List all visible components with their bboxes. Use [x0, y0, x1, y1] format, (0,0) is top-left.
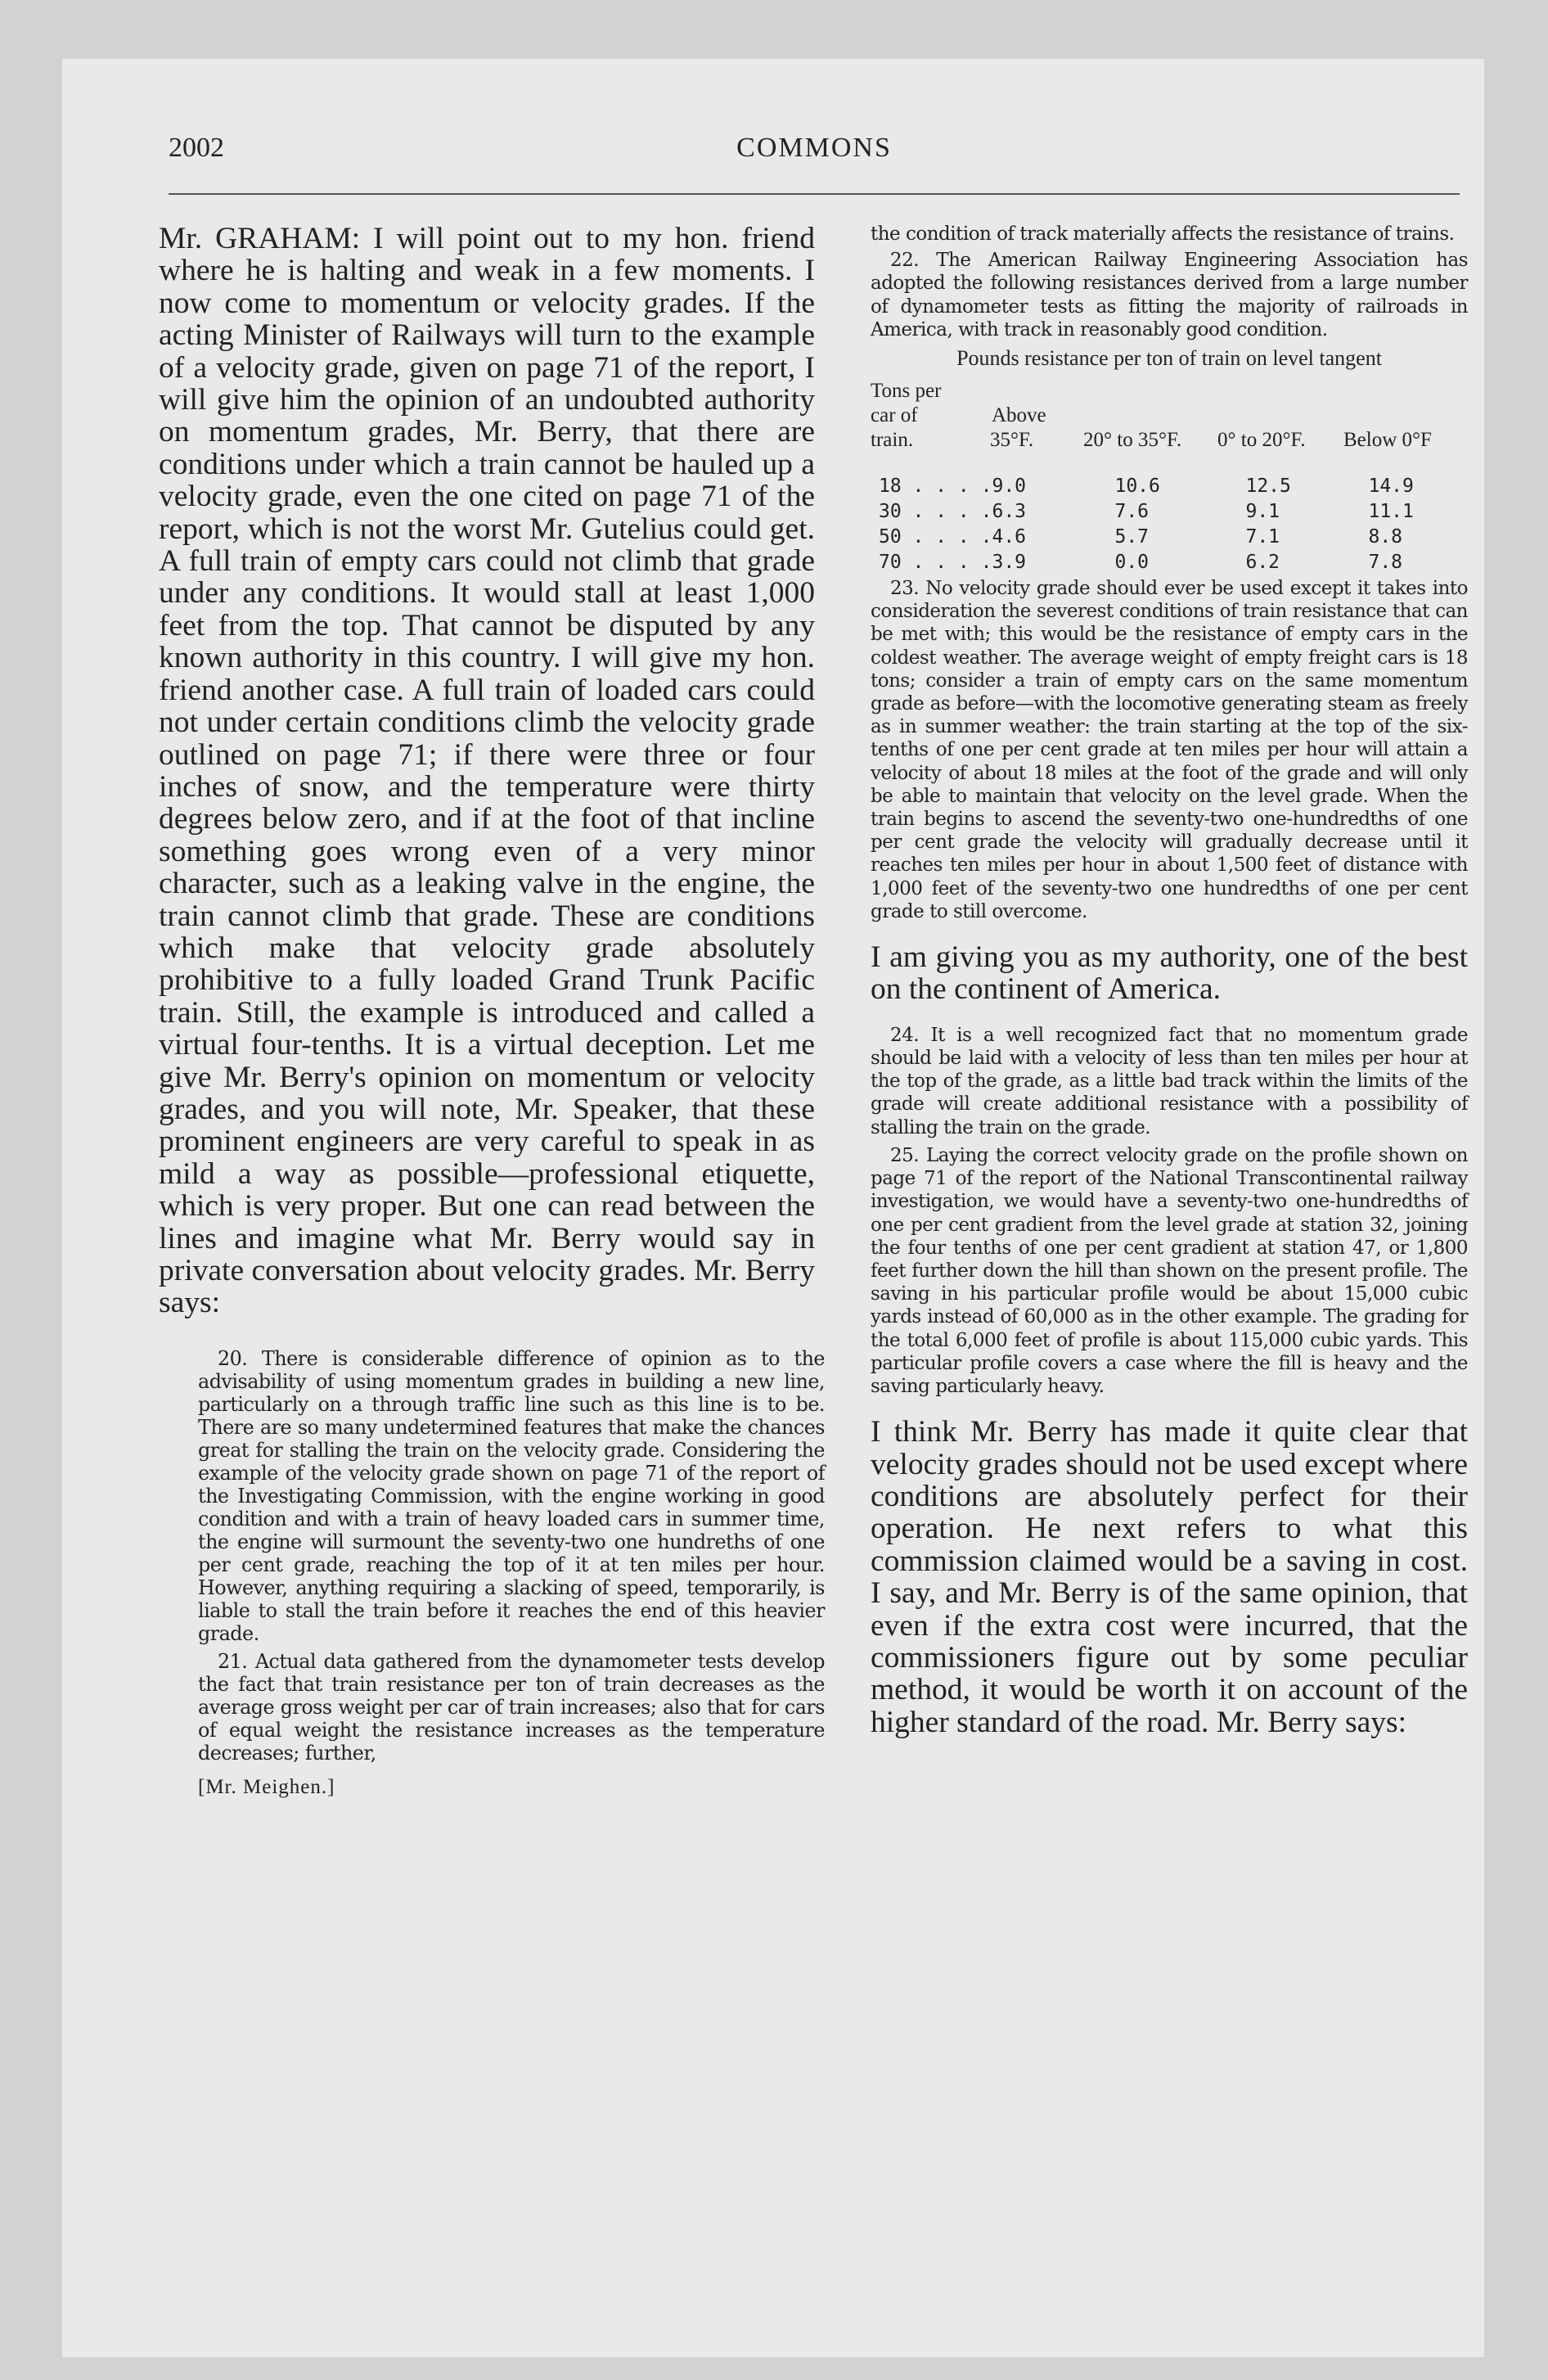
quote-paragraph-22: 22. The American Railway Engineering Association has adopted the following resistances derived from a large number of dynamometer tests as fitting the majority of railroads in America, with track in reasonably good condition.: [871, 250, 1468, 340]
table-cell: 9.1: [1245, 501, 1280, 523]
column-header-3: 0° to 20°F.: [1217, 429, 1306, 452]
speaker-tag: [Mr. Meighen.]: [198, 1775, 335, 1798]
table-header: [871, 374, 1468, 476]
table-cell: 5.7: [1114, 526, 1150, 548]
quote-paragraph-21-continued: the condition of track materially affects the resistance of trains.: [871, 223, 1455, 245]
table-cell: 50 . . . .: [879, 526, 992, 548]
quote-paragraph-20: 20. There is considerable difference of opinion as to the advisability of using momentum grades in building a new line, particularly on a through traffic line such as this line is to be. There are so many undetermined features that make the chances great for stalling the train on the velocity grade. Considering the example of the velocity grade shown on page 71 of the report of the Investigating Commission, with the engine working in good condition and with a train of heavy loaded cars in summer time, the engine will surmount the seventy-two one hundreths of one per cent grade, reaching the top of it at ten miles per hour. However, anything requiring a slacking of speed, temporarily, is liable to stall the train before it reaches the end of this heavier grade.: [198, 1346, 825, 1645]
table-cell: 12.5: [1245, 476, 1291, 498]
table-cell: 30 . . . .: [879, 501, 992, 523]
header-rule: [169, 193, 1460, 195]
table-cell: 11.1: [1368, 501, 1414, 523]
speech-paragraph: Mr. GRAHAM: I will point out to my hon. friend where he is halting and weak in a few moments. I now come to momentum or velocity grades. If the acting Minister of Railways will turn to the example of a velocity grade, given on page 71 of the report, I will give him the opinion of an undoubted authority on momentum grades, Mr. Berry, that there are conditions under which a train cannot be hauled up a velocity grade, even the one cited on page 71 of the report, which is not the worst Mr. Gutelius could get. A full train of empty cars could not climb that grade under any conditions. It would stall at least 1,000 feet from the top. That cannot be disputed by any known authority in this country. I will give my hon. friend another case. A full train of loaded cars could not under certain conditions climb the velocity grade outlined on page 71; if there were three or four inches of snow, and the temperature were thirty degrees below zero, and if at the foot of that incline something goes wrong even of a very minor character, such as a leaking valve in the engine, the train cannot climb that grade. These are conditions which make that velocity grade absolutely prohibitive to a fully loaded Grand Trunk Pacific train. Still, the example is introduced and called a virtual four-tenths. It is a virtual deception. Let me give Mr. Berry's opinion on momentum or velocity grades, and you will note, Mr. Speaker, that these prominent engineers are very careful to speak in as mild a way as possible—professional etiquette, which is very proper. But one can read between the lines and imagine what Mr. Berry would say in private conversation about velocity grades. Mr. Berry says:: [159, 222, 815, 1320]
page: [62, 59, 1484, 2357]
table-row: [871, 526, 1466, 552]
above-label: Above: [992, 404, 1046, 427]
column-header-4: Below 0°F: [1343, 429, 1432, 452]
table-row: [871, 501, 1466, 526]
table-cell: 70 . . . .: [879, 552, 992, 574]
page-header: [169, 133, 1460, 182]
table-caption: Pounds resistance per ton of train on level tangent: [956, 346, 1382, 371]
table-cell: 14.9: [1368, 476, 1414, 498]
table-cell: 3.9: [992, 552, 1027, 574]
column-header-1: 35°F.: [990, 429, 1034, 452]
table-row: [871, 476, 1466, 501]
table-cell: 0.0: [1114, 552, 1150, 574]
row-header-line-1: Tons per: [871, 380, 942, 403]
table-row: [871, 552, 1466, 577]
table-cell: 6.3: [992, 501, 1027, 523]
quote-paragraph-24: 24. It is a well recognized fact that no momentum grade should be laid with a velocity of less than ten miles per hour at the top of the grade, as a little bad track within the limits of the grade will create additional resistance with a possibility of stalling the train on the grade.: [871, 1024, 1468, 1138]
column-header-2: 20° to 35°F.: [1083, 429, 1182, 452]
table-cell: 6.2: [1245, 552, 1280, 574]
table-cell: 7.6: [1114, 501, 1150, 523]
row-header-line-3: train.: [871, 429, 914, 452]
left-column: [159, 222, 825, 1799]
page-number: 2002: [169, 133, 224, 163]
quote-paragraph-25: 25. Laying the correct velocity grade on the profile shown on page 71 of the report of the National Transcontinental railway investigation, we would have a seventy-two one-hundredths of one per cent gradient from the level grade at station 32, joining the four tenths of one per cent gradient at station 47, or 1,800 feet further down the hill than shown on the present profile. The saving in his particular profile would be about 15,000 cubic yards instead of 60,000 as in the other example. The grading for the total 6,000 feet of profile is about 115,000 cubic yards. This particular profile covers a case where the fill is heavy and the saving particularly heavy.: [871, 1144, 1468, 1397]
table-cell: 18 . . . .: [879, 476, 992, 498]
table-cell: 7.1: [1245, 526, 1280, 548]
table-cell: 9.0: [992, 476, 1027, 498]
speech-paragraph-2: I am giving you as my authority, one of the best on the continent of America.: [871, 940, 1468, 1007]
resistance-table: [871, 476, 1466, 577]
table-cell: 10.6: [1114, 476, 1160, 498]
running-head: COMMONS: [736, 133, 892, 163]
quote-paragraph-21: 21. Actual data gathered from the dynamometer tests develop the fact that train resistance per ton of train decreases as the average gross weight per car of train increases; also that for cars of equal weight the resistance increases as the temperature decreases; further,: [198, 1649, 825, 1765]
row-header-line-2: car of: [871, 404, 918, 427]
table-cell: 7.8: [1368, 552, 1403, 574]
speech-paragraph-3: I think Mr. Berry has made it quite clear that velocity grades should not be used except where conditions are absolutely perfect for their operation. He next refers to what this commission claimed would be a saving in cost. I say, and Mr. Berry is of the same opinion, that even if the extra cost were incurred, that the commissioners figure out by some peculiar method, it would be worth it on account of the higher standard of the road. Mr. Berry says:: [871, 1415, 1468, 1739]
table-cell: 8.8: [1368, 526, 1403, 548]
quote-paragraph-23: 23. No velocity grade should ever be used except it takes into consideration the severest conditions of train resistance that can be met with; this would be the resistance of empty cars in the coldest weather. The average weight of empty freight cars is 18 tons; consider a train of empty cars on the same momentum grade as before—with the locomotive generating steam as freely as in summer weather: the train starting at the top of the six-tenths of one per cent grade at ten miles per hour will attain a velocity of about 18 miles at the foot of the grade and will only be able to maintain that velocity on the level grade. When the train begins to ascend the seventy-two one-hundredths of one per cent grade the velocity will gradually decrease until it reaches ten miles per hour in about 1,500 feet of distance with 1,000 feet of the seventy-two one hundredths of one per cent grade to still overcome.: [871, 578, 1468, 922]
right-column: [871, 223, 1468, 1738]
table-cell: 4.6: [992, 526, 1027, 548]
